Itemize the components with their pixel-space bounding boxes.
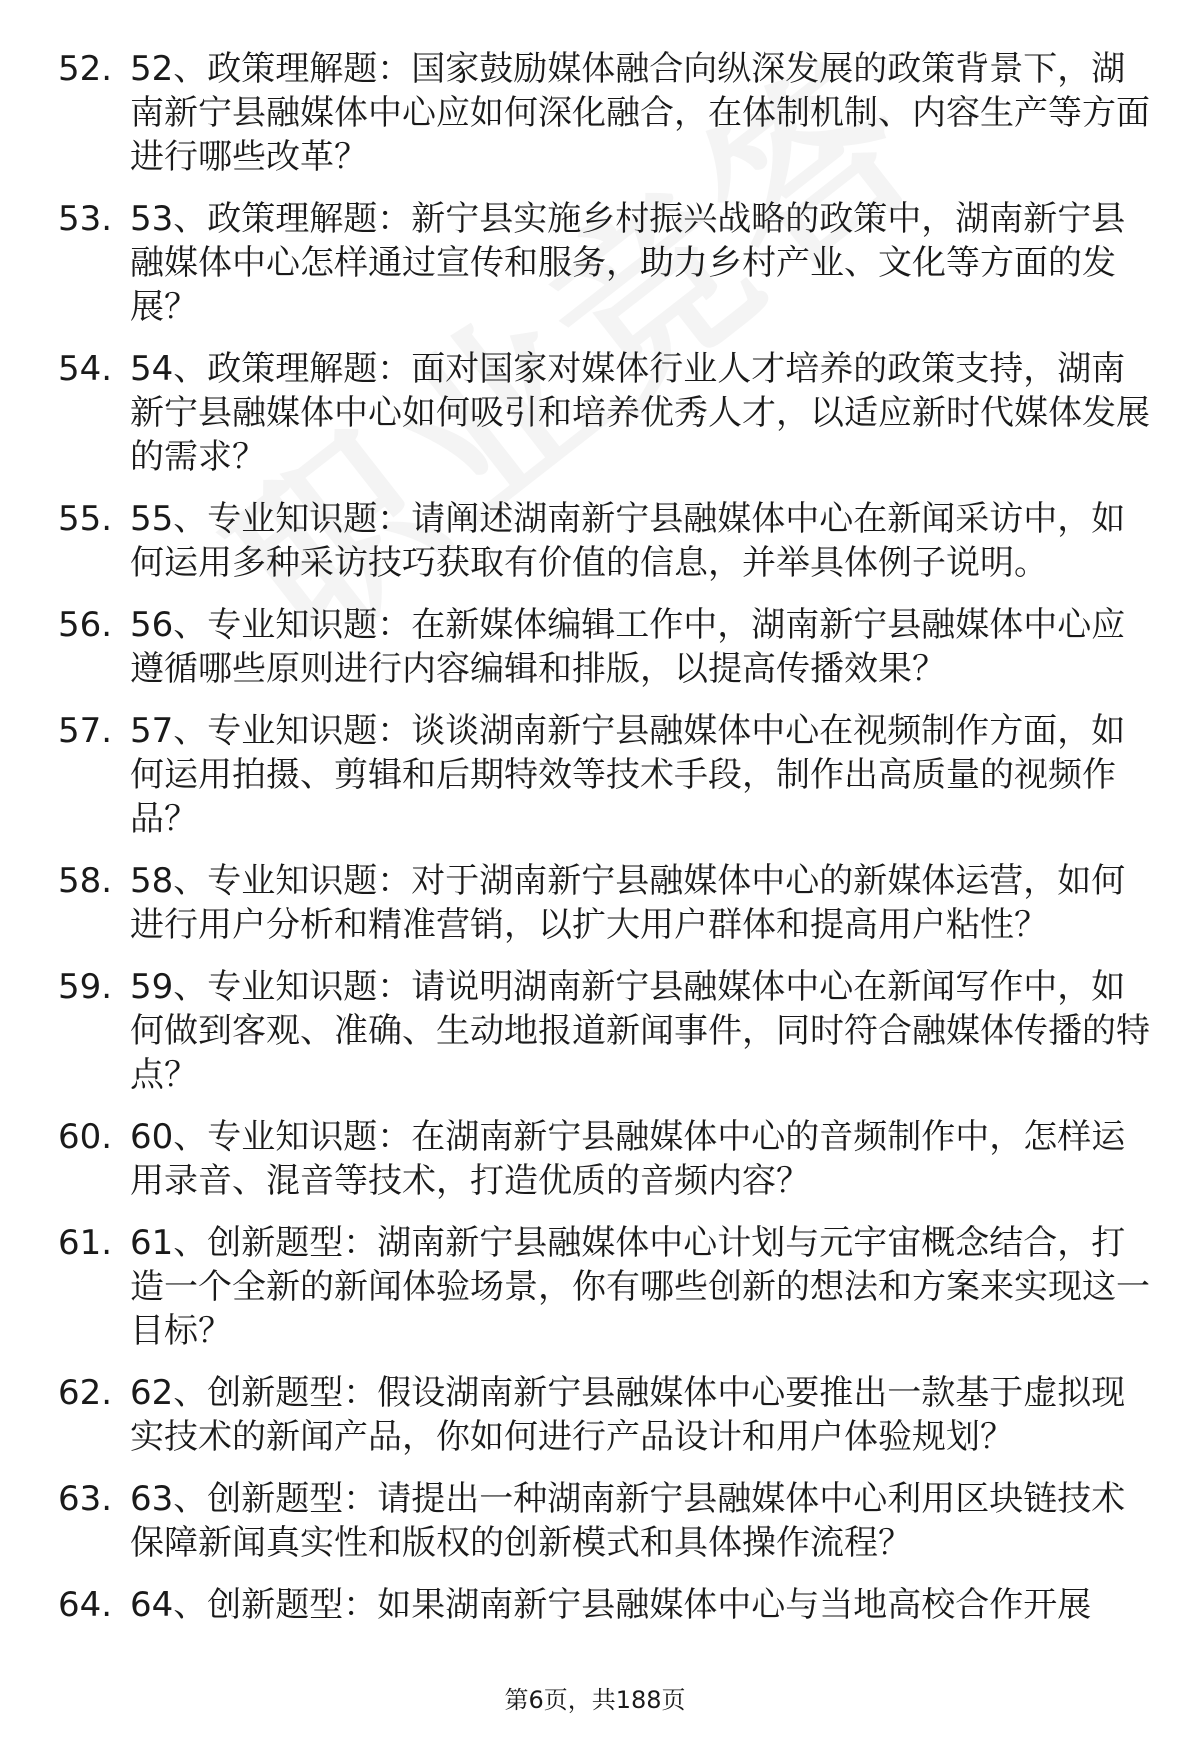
page-footer: 第6页，共188页: [504, 1686, 686, 1714]
question-text: 61、创新题型：湖南新宁县融媒体中心计划与元宇宙概念结合，打造一个全新的新闻体验场景，你有哪些创新的想法和方案来实现这一目标？: [130, 1223, 1150, 1351]
question-item-64: [0, 1583, 1190, 1627]
question-number: 60.: [58, 1117, 113, 1157]
question-number: 62.: [58, 1373, 113, 1413]
question-text: 62、创新题型：假设湖南新宁县融媒体中心要推出一款基于虚拟现实技术的新闻产品，你如何进行产品设计和用户体验规划？: [130, 1373, 1126, 1457]
question-item-53: [0, 197, 1190, 329]
question-number: 52.: [58, 49, 113, 89]
question-item-54: [0, 347, 1190, 479]
question-text: 55、专业知识题：请阐述湖南新宁县融媒体中心在新闻采访中，如何运用多种采访技巧获取有价值的信息，并举具体例子说明。: [130, 499, 1126, 583]
question-text: 54、政策理解题：面对国家对媒体行业人才培养的政策支持，湖南新宁县融媒体中心如何吸引和培养优秀人才，以适应新时代媒体发展的需求？: [130, 349, 1150, 477]
question-number: 56.: [58, 605, 113, 645]
question-number: 58.: [58, 861, 113, 901]
question-number: 54.: [58, 349, 113, 389]
question-text: 57、专业知识题：谈谈湖南新宁县融媒体中心在视频制作方面，如何运用拍摄、剪辑和后期特效等技术手段，制作出高质量的视频作品？: [130, 711, 1126, 839]
question-text: 52、政策理解题：国家鼓励媒体融合向纵深发展的政策背景下，湖南新宁县融媒体中心应如何深化融合，在体制机制、内容生产等方面进行哪些改革？: [130, 49, 1150, 177]
question-text: 58、专业知识题：对于湖南新宁县融媒体中心的新媒体运营，如何进行用户分析和精准营销，以扩大用户群体和提高用户粘性？: [130, 861, 1126, 945]
question-item-58: [0, 859, 1190, 947]
question-text: 64、创新题型：如果湖南新宁县融媒体中心与当地高校合作开展: [130, 1585, 1092, 1625]
question-text: 53、政策理解题：新宁县实施乡村振兴战略的政策中，湖南新宁县融媒体中心怎样通过宣传和服务，助力乡村产业、文化等方面的发展？: [130, 199, 1126, 327]
question-number: 57.: [58, 711, 113, 751]
question-text: 59、专业知识题：请说明湖南新宁县融媒体中心在新闻写作中，如何做到客观、准确、生动地报道新闻事件，同时符合融媒体传播的特点？: [130, 967, 1150, 1095]
question-number: 59.: [58, 967, 113, 1007]
question-item-60: [0, 1115, 1190, 1203]
question-item-61: [0, 1221, 1190, 1353]
question-number: 61.: [58, 1223, 113, 1263]
question-number: 64.: [58, 1585, 113, 1625]
question-text: 60、专业知识题：在湖南新宁县融媒体中心的音频制作中，怎样运用录音、混音等技术，打造优质的音频内容？: [130, 1117, 1126, 1201]
question-item-55: [0, 497, 1190, 585]
question-text: 63、创新题型：请提出一种湖南新宁县融媒体中心利用区块链技术保障新闻真实性和版权的创新模式和具体操作流程？: [130, 1479, 1126, 1563]
question-item-62: [0, 1371, 1190, 1459]
question-number: 53.: [58, 199, 113, 239]
question-item-56: [0, 603, 1190, 691]
question-item-59: [0, 965, 1190, 1097]
question-item-63: [0, 1477, 1190, 1565]
question-text: 56、专业知识题：在新媒体编辑工作中，湖南新宁县融媒体中心应遵循哪些原则进行内容编辑和排版，以提高传播效果？: [130, 605, 1126, 689]
question-number: 63.: [58, 1479, 113, 1519]
question-number: 55.: [58, 499, 113, 539]
question-item-57: [0, 709, 1190, 841]
question-item-52: [0, 47, 1190, 179]
question-list: [0, 47, 1190, 1645]
